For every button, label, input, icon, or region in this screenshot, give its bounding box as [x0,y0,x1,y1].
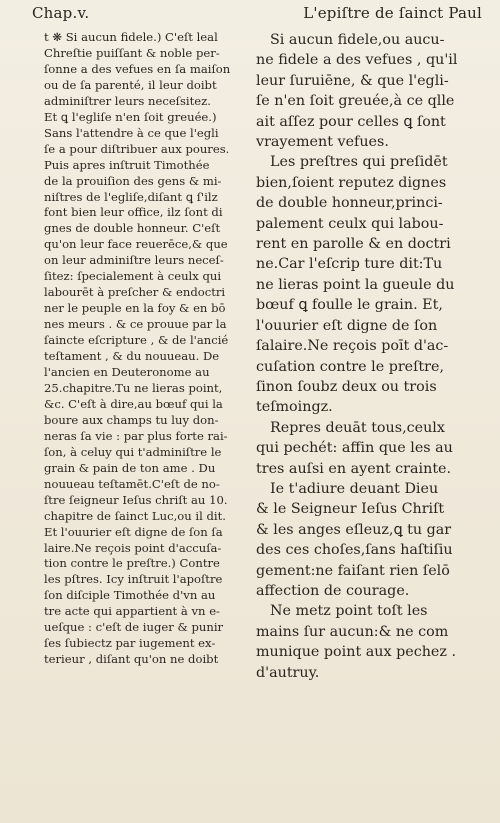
text-line: font bien leur office, ilz ſont di [44,205,223,220]
running-head [32,4,482,28]
text-line: ne lieras point la gueule du [256,276,455,293]
text-line: ſes ſubiectz par iugement ex- [44,636,216,651]
text-line: munique point aux pechez . [256,644,456,661]
text-line: teſtament , & du nouueau. De [44,349,220,364]
text-line: & les anges eſleuz,ꝗ tu gar [256,521,452,538]
text-line: Ne metz point toſt les [270,603,428,620]
text-line: grain & pain de ton ame . Du [44,460,216,475]
text-line: l'ancien en Deuteronome au [44,365,210,380]
text-line: tres auſsi en ayent crainte. [256,460,452,477]
text-line: Et ꝗ l'egliſe n'en ſoit greuée.) [44,109,217,124]
text-line: laire.Ne reçois point d'accuſa- [44,540,222,555]
text-line: bœuf ꝗ foulle le grain. Et, [256,297,443,314]
text-line: ſonne a des vefues en ſa maiſon [44,61,231,76]
text-line: nouueau teſtamēt.C'eſt de no- [44,476,220,491]
scripture-column [256,30,466,683]
text-line: &c. C'eſt à dire,au bœuf qui la [44,396,223,411]
text-line: ſtre ſeigneur Ieſus chriſt au 10. [44,492,228,507]
text-line: ſitez: ſpecialement à ceulx qui [44,269,222,284]
text-line: bien,ſoient reputez dignes [256,174,447,191]
text-line: vrayement vefues. [256,134,389,151]
text-line: tion contre le preſtre.) Contre [44,556,220,571]
text-line: de la prouiſion des gens & mi- [44,173,222,188]
text-line: Ie t'adiure deuant Dieu [270,480,439,497]
text-line: ueſque : c'eſt de iuger & punir [44,620,224,635]
text-line: des ces choſes,ſans haſtiſiu [256,542,453,559]
text-line: ne fidele a des vefues , qu'il [256,52,458,69]
text-line: d'autruy. [256,664,320,681]
text-line: Les preſtres qui preſidēt [270,154,448,171]
text-line: nes meurs . & ce prouue par la [44,317,227,332]
text-line: ſe a pour diſtribuer aux poures. [44,141,230,156]
chapter-label: Chap.v. [32,4,90,22]
text-line: ſon diſciple Timothée d'vn au [44,588,216,603]
text-line: mains ſur aucun:& ne com [256,623,449,640]
text-line: labourēt à preſcher & endoctri [44,285,226,300]
text-line: affection de courage. [256,582,410,599]
text-line: qu'on leur face reuerēce,& que [44,237,228,252]
text-line: tre acte qui appartient à vn e- [44,604,220,619]
text-line: ſon, à celuy qui t'adminiſtre le [44,444,222,459]
text-line: rent en parolle & en doctri [256,236,451,253]
commentary-column [44,30,252,668]
epistle-title: L'epiſtre de ſainct Paul [303,4,482,22]
text-line: l'ouurier eſt digne de ſon [256,317,438,334]
text-line: Repres deuāt tous,ceulx [270,419,445,436]
text-line: ner le peuple en la foy & en bō [44,301,226,316]
text-line: palement ceulx qui labou- [256,215,444,232]
text-line: Puis apres inſtruit Timothée [44,157,210,172]
text-line: terieur , diſant qu'on ne doibt [44,652,219,667]
text-line: 25.chapitre.Tu ne lieras point, [44,380,223,395]
text-line: leur ſuruiēne, & que l'egli- [256,72,449,89]
text-line: gement:ne faiſant rien ſelō [256,562,450,579]
text-line: cuſation contre le preſtre, [256,358,445,375]
text-line: ait aſſez pour celles ꝗ ſont [256,113,446,130]
text-line: ou de ſa parenté, il leur doibt [44,77,217,92]
text-line: ſinon ſoubz deux ou trois [256,378,437,395]
text-line: & le Seigneur Ieſus Chriſt [256,501,445,518]
text-line: t ❋ Si aucun fidele.) C'eſt leal [44,30,218,44]
text-line: neras ſa vie : par plus forte rai- [44,428,228,443]
text-line: teſmoingz. [256,399,333,416]
text-line: gnes de double honneur. C'eſt [44,221,221,236]
text-line: boure aux champs tu luy don- [44,412,219,427]
text-line: qui pechét: affin que les au [256,440,453,457]
text-line: chapitre de ſainct Luc,ou il dit. [44,508,226,523]
text-line: Sans l'attendre à ce que l'egli [44,125,219,140]
text-line: ſaincte eſcripture , & de l'ancié [44,333,229,348]
text-line: Et l'ouurier eſt digne de ſon ſa [44,524,223,539]
text-line: adminiſtrer leurs neceſsitez. [44,93,211,108]
text-line: niſtres de l'egliſe,diſant ꝗ ſ'ilz [44,189,218,204]
text-line: ſe n'en ſoit greuée,à ce qlle [256,93,455,110]
text-line: les pſtres. Icy inſtruit l'apoſtre [44,572,223,587]
text-line: Chreſtie puiſſant & noble per- [44,45,220,60]
text-line: ſalaire.Ne reçois poīt d'ac- [256,338,449,355]
text-line: ne.Car l'eſcrip ture dit:Tu [256,256,443,273]
text-line: Si aucun fidele,ou aucu- [270,32,445,48]
text-line: de double honneur,princi- [256,195,443,212]
text-line: on leur adminiſtre leurs neceſ- [44,253,224,268]
